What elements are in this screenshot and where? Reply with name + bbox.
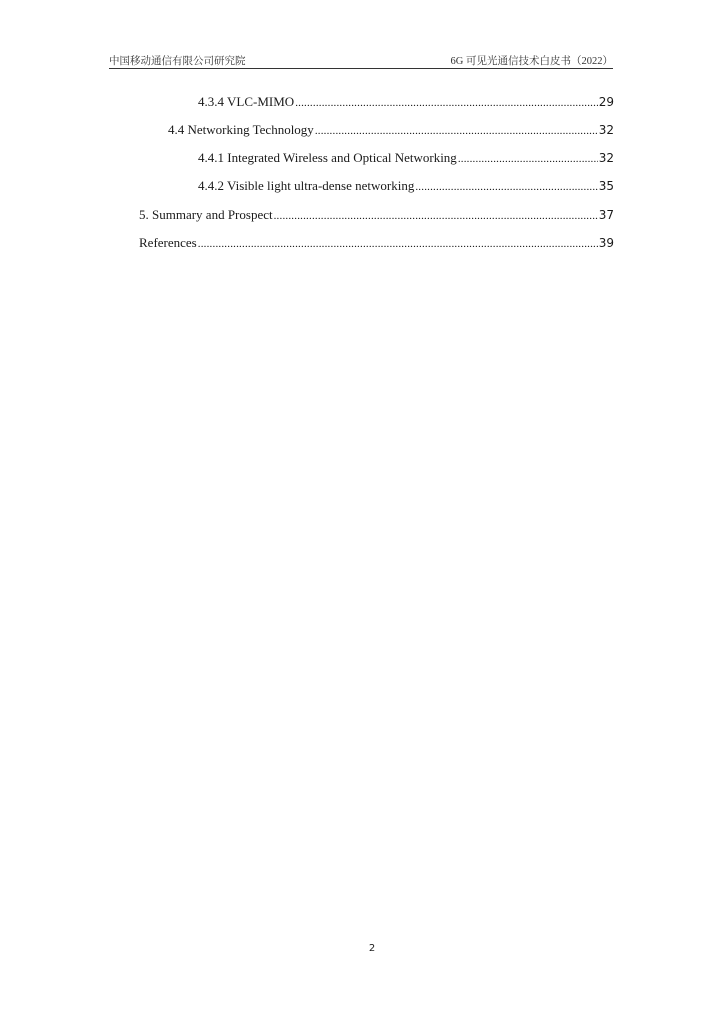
toc-entry-page: 32 xyxy=(598,151,614,165)
toc-entry-title: 4.4 Networking Technology xyxy=(168,122,314,137)
toc-leader-dots xyxy=(295,97,598,109)
toc-entry-title: 5. Summary and Prospect xyxy=(139,207,273,222)
toc-leader-dots xyxy=(315,125,598,137)
toc-entry-page: 39 xyxy=(598,236,614,250)
toc-entry-title: 4.4.1 Integrated Wireless and Optical Networking xyxy=(198,150,457,165)
toc-entry-title: 4.3.4 VLC-MIMO xyxy=(198,94,295,109)
header-organization: 中国移动通信有限公司研究院 xyxy=(109,56,246,67)
toc-entry[interactable] xyxy=(198,150,614,168)
toc-entry-title: 4.4.2 Visible light ultra-dense networking xyxy=(198,178,415,193)
toc-entry[interactable] xyxy=(198,178,614,196)
toc-entry[interactable] xyxy=(139,207,614,225)
page-header xyxy=(109,52,613,69)
toc-leader-dots xyxy=(415,181,597,193)
toc-entry[interactable] xyxy=(139,235,614,253)
toc-entry-page: 37 xyxy=(598,208,614,222)
toc-entry[interactable] xyxy=(168,122,614,140)
toc-leader-dots xyxy=(198,238,598,250)
header-document-title: 6G 可见光通信技术白皮书（2022） xyxy=(450,56,613,67)
toc-entry[interactable] xyxy=(198,94,614,112)
toc-entry-page: 29 xyxy=(598,95,614,109)
toc-entry-title: References xyxy=(139,235,197,250)
toc-leader-dots xyxy=(274,210,598,222)
toc-leader-dots xyxy=(458,153,598,165)
toc-entry-page: 32 xyxy=(598,123,614,137)
page-number: 2 xyxy=(368,943,376,954)
toc-entry-page: 35 xyxy=(598,179,614,193)
